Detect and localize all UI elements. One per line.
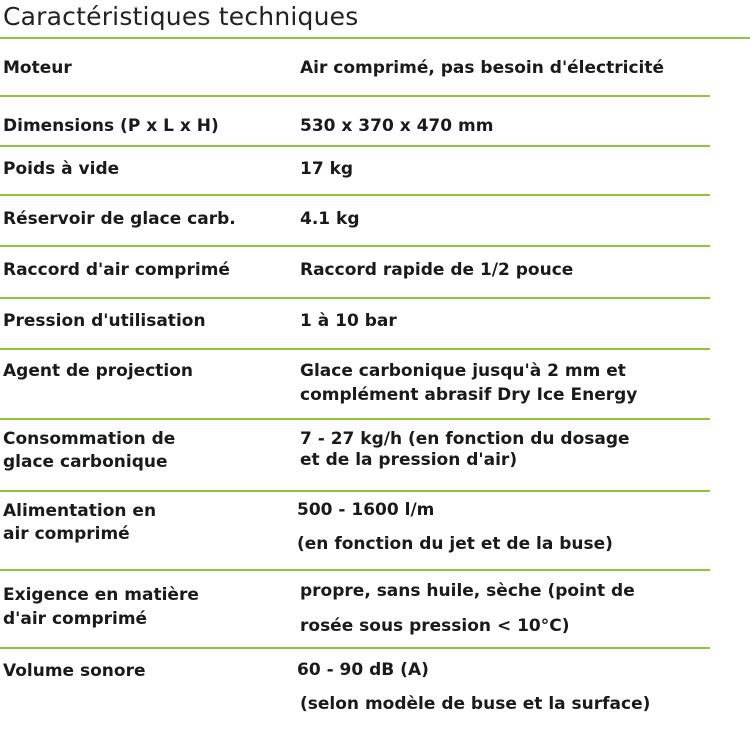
spec-label-alimentation-line1: Alimentation en: [3, 501, 157, 521]
row-divider: [0, 348, 710, 350]
spec-value-consommation-line2: et de la pression d'air): [300, 450, 518, 470]
spec-value-moteur: Air comprimé, pas besoin d'électricité: [300, 58, 665, 78]
spec-value-reservoir: 4.1 kg: [300, 209, 360, 229]
spec-label-exigence-line2: d'air comprimé: [3, 609, 148, 629]
row-divider: [0, 145, 710, 147]
spec-label-pression: Pression d'utilisation: [3, 311, 206, 331]
row-divider: [0, 418, 710, 420]
spec-label-raccord: Raccord d'air comprimé: [3, 260, 230, 280]
spec-label-exigence-line1: Exigence en matière: [3, 585, 199, 605]
spec-label-agent: Agent de projection: [3, 361, 194, 381]
row-divider: [0, 245, 710, 247]
spec-value-exigence-line1: propre, sans huile, sèche (point de: [300, 581, 635, 601]
spec-label-consommation-line1: Consommation de: [3, 429, 176, 449]
spec-label-volume: Volume sonore: [3, 661, 146, 681]
spec-value-dimensions: 530 x 370 x 470 mm: [300, 116, 494, 136]
spec-label-consommation-line2: glace carbonique: [3, 452, 168, 472]
page-title: Caractéristiques techniques: [3, 2, 359, 31]
row-divider: [0, 297, 710, 299]
row-divider: [0, 194, 710, 196]
spec-value-volume-line2: (selon modèle de buse et la surface): [300, 694, 651, 714]
spec-value-pression: 1 à 10 bar: [300, 311, 397, 331]
row-divider: [0, 569, 710, 571]
spec-value-exigence-line2: rosée sous pression < 10°C): [300, 616, 570, 636]
spec-value-volume-line1: 60 - 90 dB (A): [297, 660, 429, 680]
row-divider: [0, 95, 710, 97]
spec-value-consommation-line1: 7 - 27 kg/h (en fonction du dosage: [300, 429, 630, 449]
spec-label-moteur: Moteur: [3, 58, 72, 78]
spec-value-alimentation-line2: (en fonction du jet et de la buse): [297, 534, 613, 554]
spec-value-alimentation-line1: 500 - 1600 l/m: [297, 500, 435, 520]
row-divider: [0, 490, 710, 492]
spec-label-poids: Poids à vide: [3, 159, 120, 179]
spec-value-agent-line1: Glace carbonique jusqu'à 2 mm et: [300, 361, 626, 381]
spec-label-alimentation-line2: air comprimé: [3, 524, 130, 544]
title-divider: [0, 37, 750, 39]
spec-value-agent-line2: complément abrasif Dry Ice Energy: [300, 385, 638, 405]
spec-value-poids: 17 kg: [300, 159, 354, 179]
row-divider: [0, 647, 710, 649]
spec-value-raccord: Raccord rapide de 1/2 pouce: [300, 260, 574, 280]
spec-label-reservoir: Réservoir de glace carb.: [3, 209, 236, 229]
spec-label-dimensions: Dimensions (P x L x H): [3, 116, 219, 136]
